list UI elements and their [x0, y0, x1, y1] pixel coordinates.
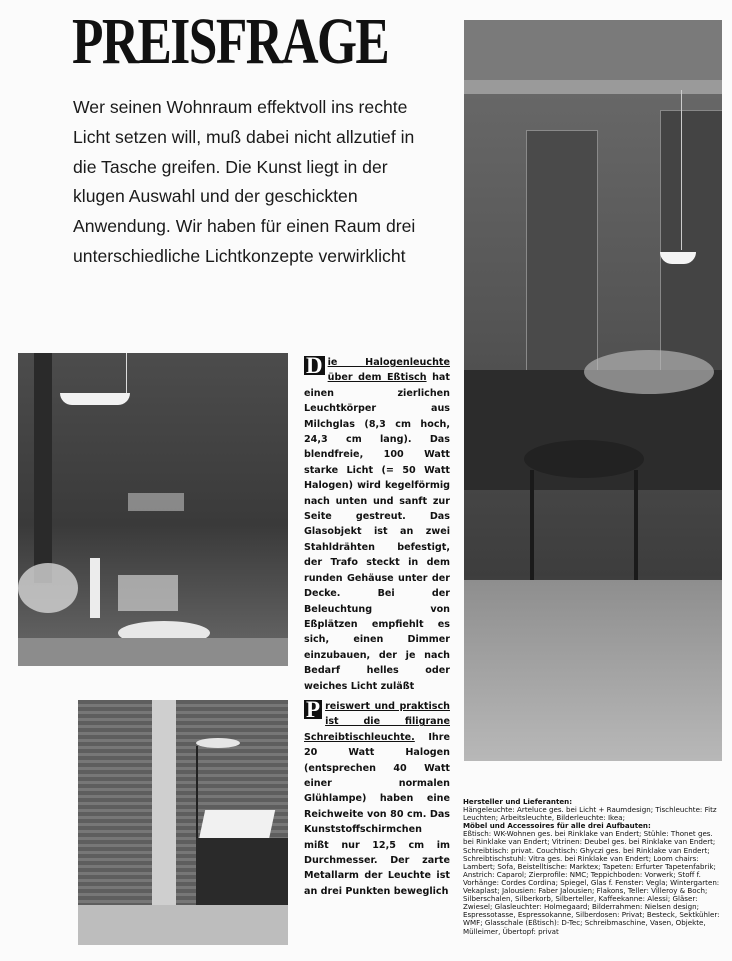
- photo-dining-room: [464, 20, 722, 761]
- photo-pendant-lamp: [18, 353, 288, 666]
- credits-lighting: Hängeleuchte: Arteluce ges. bei Licht + Raumdesign; Tischleuchte: Fitz Leuchten; Arbeitsleuchte, Bilderleuchte: Ikea;: [463, 805, 717, 823]
- dropcap-p: P: [306, 697, 321, 722]
- headline: PREISFRAGE: [72, 5, 389, 78]
- text-block-pendant: [304, 355, 450, 694]
- credits-body: Eßtisch: WK-Wohnen ges. bei Rinklake van Endert; Stühle: Thonet ges. bei Rinklake van Endert; Vitrinen: Deubel ges. bei Rinklake van Endert; Schreibtisch: privat. Couchtisch: Ghyczi ges. bei Rinklake van Endert; Schreibtischstuhl: Vitra ges. bei Rinklake van Endert; Loom chairs: Lambert; Sofa, Beistelltische: Marktex; Tapeten: Erfurter Tapetenfabrik; Anstrich: Caparol; Zierprofile: NMC; Teppichboden: Vorwerk; Stoff f. Vorhänge: Cordes Cordina; Spiegel, Glas f. Fenster: Vegla; Wintergarten: Vekaplast; Jalousien: Faber Jalousien; Flakons, Teller: Villeroy & Boch; Silberschalen, Silberkorb, Silberteller, Kaffeekanne: Alessi; Gläser: Zwiesel; Glasleuchter: Holmegaard; Bilderrahmen: Nielsen design; Espressotasse, Espressokanne, Silberdosen: Privat; Besteck, Sektkühler: WMF; Glasschale (Eßtisch): D-Tec; Schreibmaschine, Vasen, Objekte, Mülleimer, Übertopf: privat: [463, 829, 720, 936]
- credits-heading: Hersteller und Lieferanten:: [463, 797, 573, 806]
- body-desk-lamp: Ihre 20 Watt Halogen (entsprechen 40 Watt einer normalen Glühlampe) haben eine Reichweite von 80 cm. Das Kunststoffschirmchen mißt nur 12,5 cm im Durchmesser. Der zarte Metallarm der Leuchte ist an drei Punkten beweglich: [304, 731, 450, 897]
- lead-pendant: ie Halogenleuchte über dem Eßtisch: [327, 357, 450, 384]
- credits-heading-furniture: Möbel und Accessoires für alle drei Aufbauten:: [463, 821, 651, 831]
- body-pendant: hat einen zierlichen Leuchtkörper aus Milchglas (8,3 cm hoch, 24,3 cm lang). Das blendfreie, 100 Watt starke Licht (= 50 Watt Halogen) wird kegelförmig nach unten und sanft zur Seite gestreut. Das Glasobjekt ist an zwei Stahldrähten befestigt, der Trafo steckt in dem runden Gehäuse unter der Decke. Bei der Beleuchtung von Eßplätzen empfiehlt es sich, einen Dimmer einzubauen, der je nach Bedarf helles oder weiches Licht zuläßt: [304, 372, 450, 692]
- photo-desk-lamp: [78, 700, 288, 945]
- lead-desk-lamp: reiswert und praktisch ist die filigrane Schreibtischleuchte.: [304, 701, 450, 743]
- intro-paragraph: Wer seinen Wohnraum effektvoll ins rechte Licht setzen will, muß dabei nicht allzutief in die Tasche greifen. Die Kunst liegt in der klugen Auswahl und der geschickten Anwendung. Wir haben für einen Raum drei unterschiedliche Lichtkonzepte verwirklicht: [73, 97, 416, 266]
- credits-box: [463, 798, 725, 936]
- dropcap-d: D: [306, 353, 323, 378]
- text-block-desk-lamp: [304, 699, 450, 899]
